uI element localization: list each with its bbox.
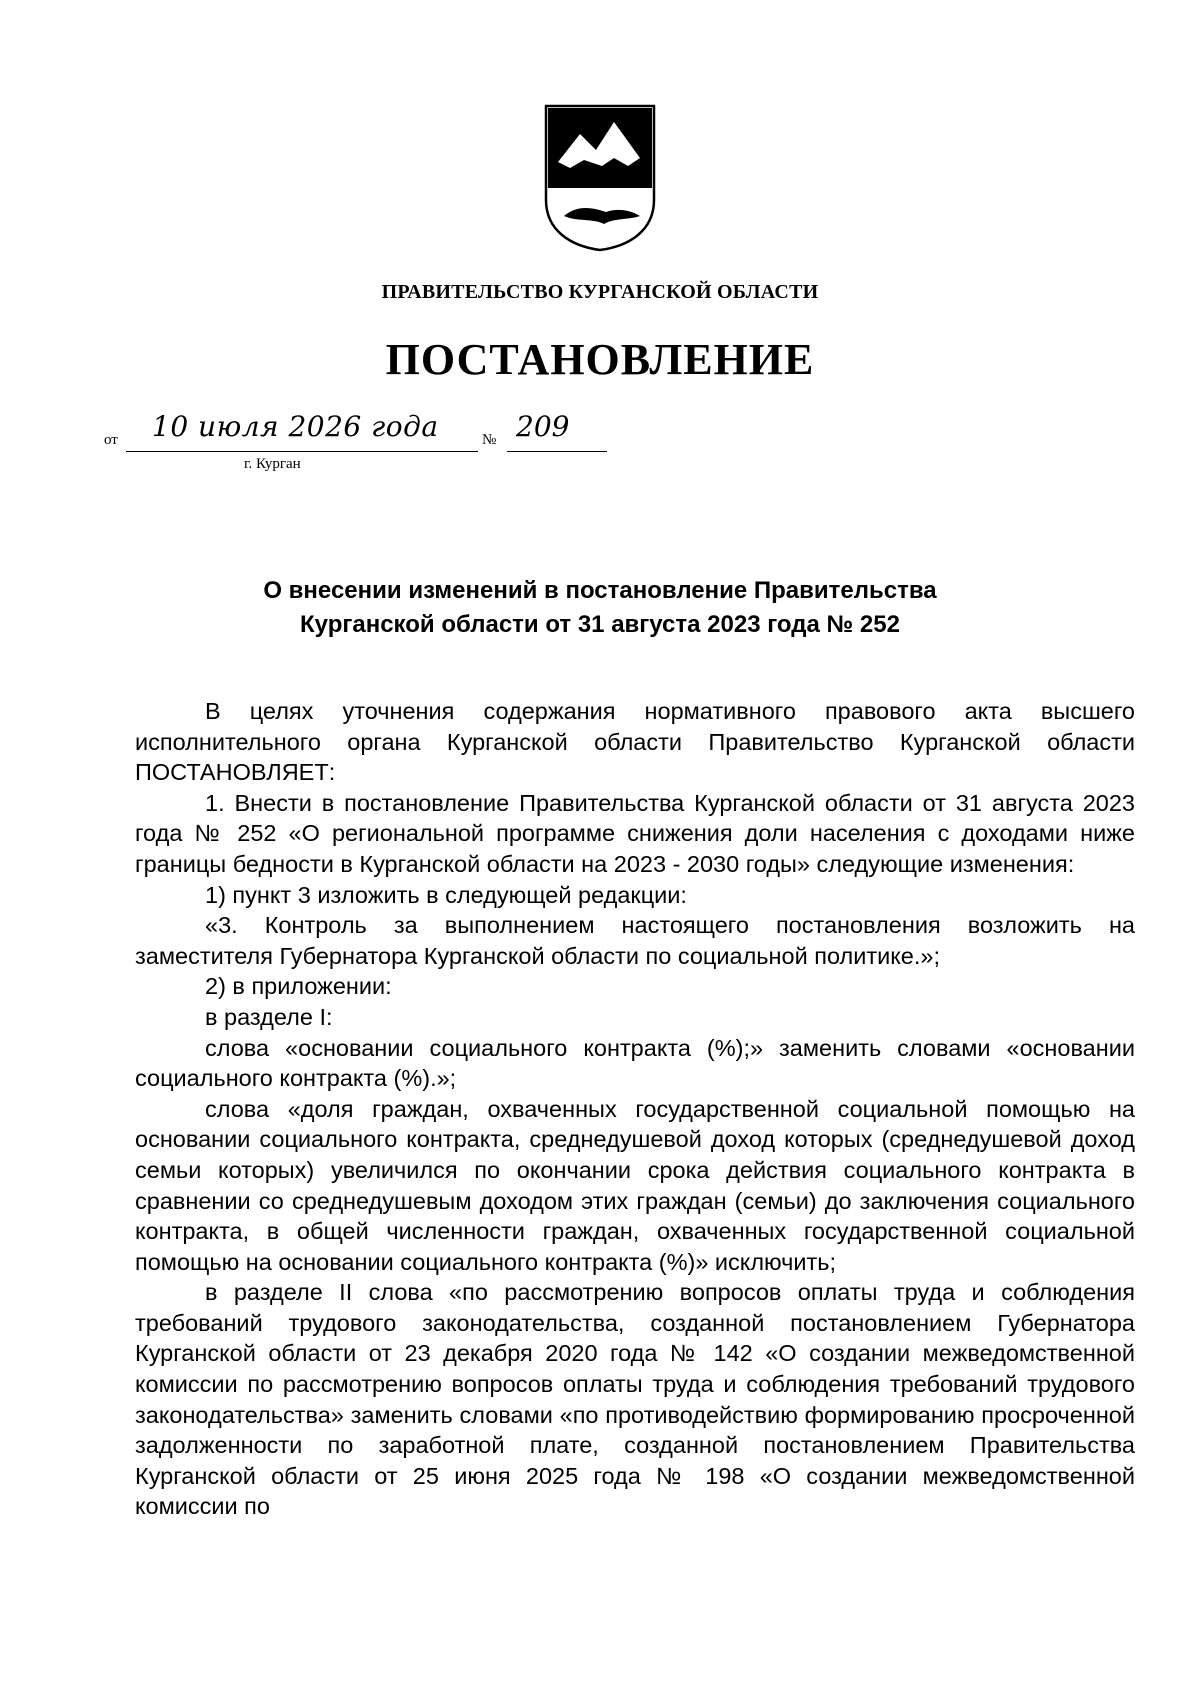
body-paragraph-words-exclude: слова «доля граждан, охваченных государственной социальной помощью на основании социального контракта, среднедушевой доход которых (среднедушевой доход семьи которых) увеличился по окончании срока действия социального контракта в сравнении со среднедушевым доходом этих граждан (семьи) до заключения социального контракта, в общей численности граждан, охваченных государственной социальной помощью на основании социального контракта (%)» исключить; [135, 1095, 1135, 1275]
body-paragraph-words-replace: слова «основании социального контракта (%);» заменить словами «основании социального контракта (%).»; [135, 1034, 1135, 1092]
date-underline [126, 451, 478, 452]
body-paragraph-section-1: в разделе I: [205, 1003, 333, 1030]
kurgan-coat-of-arms-icon [544, 104, 656, 252]
subject-line-1: О внесении изменений в постановление Правительства [263, 577, 937, 604]
subject-line-2: Курганской области от 31 августа 2023 года № 252 [300, 611, 900, 638]
number-label: № [482, 432, 497, 448]
document-subject [130, 574, 1070, 642]
body-paragraph-section-2: в разделе II слова «по рассмотрению вопросов оплаты труда и соблюдения требований трудового законодательства, созданной постановлением Губернатора Курганской области от 23 декабря 2020 года № 142 «О создании межведомственной комиссии по рассмотрению вопросов оплаты труда и соблюдения требований трудового законодательства» заменить словами «по противодействию формированию просроченной задолженности по заработной плате, созданной постановлением Правительства Курганской области от 25 июня 2025 года № 198 «О создании межведомственной комиссии по [135, 1279, 1135, 1520]
body-paragraph-item-1: 1. Внести в постановление Правительства Курганской области от 31 августа 2023 года № 252 «О региональной программе снижения доли населения с доходами ниже границы бедности в Курганской области на 2023 - 2030 годы» следующие изменения: [135, 789, 1135, 877]
city-label: г. Курган [244, 456, 301, 472]
handwritten-date: 10 июля 2026 года [152, 410, 439, 443]
handwritten-number: 209 [516, 410, 570, 443]
body-paragraph-quote-3: «3. Контроль за выполнением настоящего постановления возложить на заместителя Губернатора Курганской области по социальной политике.»; [135, 912, 1135, 969]
body-paragraph-subitem-1: 1) пункт 3 изложить в следующей редакции: [205, 881, 687, 908]
body-paragraph-subitem-2: 2) в приложении: [205, 973, 392, 1000]
government-title: ПРАВИТЕЛЬСТВО КУРГАНСКОЙ ОБЛАСТИ [381, 281, 819, 303]
document-dateline [104, 410, 624, 472]
body-paragraph-preamble: В целях уточнения содержания нормативного правового акта высшего исполнительного органа Курганской области Правительство Курганской области ПОСТАНОВЛЯЕТ: [135, 698, 1135, 786]
document-body [135, 696, 1135, 1522]
date-from-label: от [104, 432, 118, 448]
number-underline [507, 451, 607, 452]
document-type-title: ПОСТАНОВЛЕНИЕ [385, 335, 815, 384]
